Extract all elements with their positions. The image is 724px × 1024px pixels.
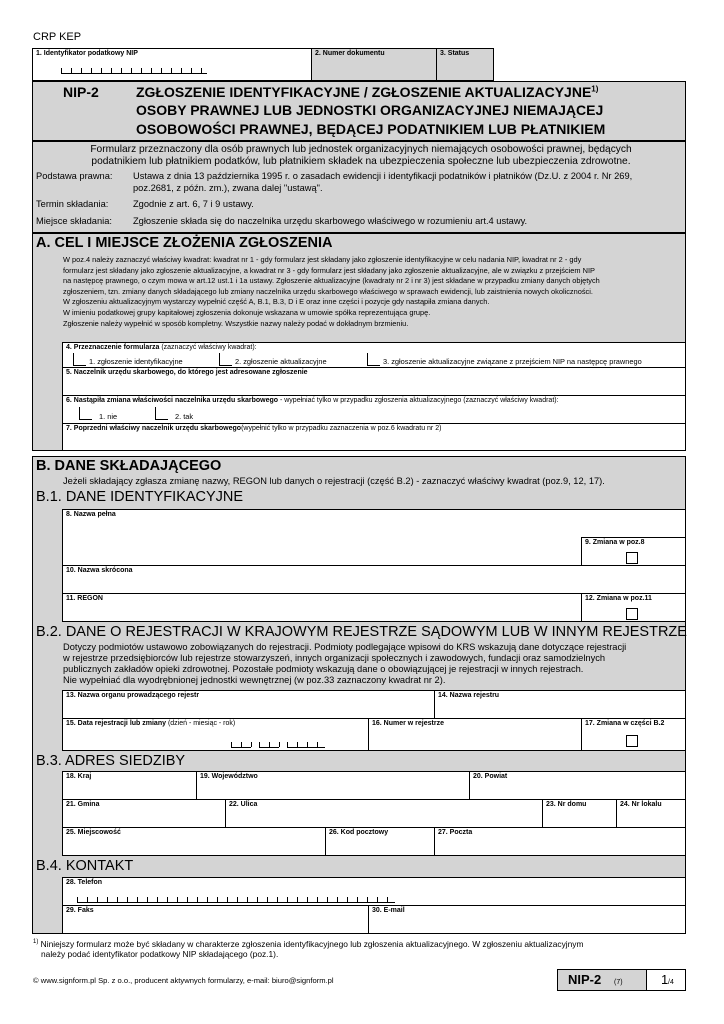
- purpose-option-2-label: 2. zgłoszenie aktualizacyjne: [235, 357, 327, 366]
- field-3-label: 3. Status: [440, 50, 470, 57]
- field-17-b2-change: [581, 718, 686, 751]
- field-15-hint: (dzień - miesiąc - rok): [166, 720, 236, 727]
- field-15-label: [66, 720, 235, 727]
- field-28-label: 28. Telefon: [66, 879, 103, 886]
- field-6-label: [66, 397, 559, 404]
- field-12-label: 12. Zmiana w poz.11: [585, 595, 652, 602]
- tick-mark: [121, 68, 122, 73]
- field-26-postal-code[interactable]: [325, 827, 435, 856]
- form-title-line2: OSOBY PRAWNEJ LUB JEDNOSTKI ORGANIZACYJNEJ NIEMAJĄCEJ: [136, 102, 604, 118]
- field-4-purpose: [62, 342, 686, 368]
- tick-mark: [287, 742, 288, 747]
- instruction-line: W zgłoszeniu aktualizacyjnym wystarczy wypełnić część A, B.1, B.3, D i E oraz inne części i pozycje gdy nastąpiła zmiana danych.: [63, 297, 490, 307]
- footer-version: (7): [614, 979, 623, 986]
- tick-mark: [107, 897, 108, 902]
- field-8-label: 8. Nazwa pełna: [66, 511, 116, 518]
- field-19-label: 19. Województwo: [200, 773, 258, 780]
- term-label: Termin składania:: [36, 199, 109, 209]
- intro-line1: Formularz przeznaczony dla osób prawnych lub jednostek organizacyjnych niemających osobowości prawnej, będących: [90, 144, 632, 155]
- field-25-label: 25. Miejscowość: [66, 829, 121, 836]
- tick-mark: [71, 68, 72, 73]
- field-7-label-text: 7. Poprzedni właściwy naczelnik urzędu skarbowego: [66, 425, 242, 432]
- tick-mark: [147, 897, 148, 902]
- footer-form-code-box: [557, 969, 647, 991]
- field-23-house-number[interactable]: [542, 799, 617, 828]
- document-number-field: [311, 49, 436, 80]
- section-a-instructions: [63, 255, 683, 329]
- field-20-label: 20. Powiat: [473, 773, 508, 780]
- section-a: [32, 233, 686, 451]
- b2-text-line: Nie wypełniać dla wyodrębnionej jednostki wewnętrznej (w poz.33 zaznaczony kwadrat nr 2).: [63, 675, 446, 685]
- field-11-label: 11. REGON: [66, 595, 103, 602]
- copyright: © www.signform.pl Sp. z o.o., producent aktywnych formularzy, e-mail: biuro@signform.pl: [33, 976, 334, 985]
- nip-ticks: [61, 69, 207, 74]
- header-box: [32, 48, 494, 81]
- office-change-no-label: 1. nie: [99, 412, 118, 421]
- field-6-office-change: [62, 395, 686, 424]
- section-b-title: B. DANE SKŁADAJĄCEGO: [36, 458, 222, 474]
- tick-mark: [101, 68, 102, 73]
- tick-mark: [279, 742, 280, 747]
- tick-mark: [241, 742, 242, 747]
- phone-ticks: [77, 898, 395, 903]
- purpose-option-3-label: 3. zgłoszenie aktualizacyjne związane z przejściem NIP na następcę prawnego: [383, 357, 642, 366]
- tick-mark: [201, 68, 202, 73]
- form-code: NIP-2: [63, 84, 99, 100]
- instruction-line: formularz jest składany jako zgłoszenie aktualizacyjne, a kwadrat nr 3 - gdy formularz jest składany jako zgłoszenie aktualizacyjne, ale w związku z przejściem NIP: [63, 265, 595, 275]
- tick-mark: [251, 742, 252, 747]
- field-5-tax-office[interactable]: [62, 367, 686, 396]
- purpose-option-1-checkbox[interactable]: [73, 353, 86, 366]
- tick-mark: [217, 897, 218, 902]
- tick-mark: [171, 68, 172, 73]
- instruction-line: Zgłoszenie należy wypełnić w sposób kompletny. Wszystkie nazwy należy podać w dokładnym brzmieniu.: [63, 318, 409, 328]
- tick-mark: [207, 897, 208, 902]
- tick-mark: [141, 68, 142, 73]
- field-20-county[interactable]: [469, 771, 686, 800]
- tick-mark: [287, 897, 288, 902]
- tick-mark: [367, 897, 368, 902]
- tick-mark: [87, 897, 88, 902]
- place-label: Miejsce składania:: [36, 216, 112, 226]
- tick-mark: [161, 68, 162, 73]
- page-number: 1: [661, 972, 669, 987]
- place-text: Zgłoszenie składa się do naczelnika urzędu skarbowego właściwego w rozumieniu art.4 ustawy.: [133, 216, 528, 226]
- tick-mark: [377, 897, 378, 902]
- tick-mark: [97, 897, 98, 902]
- title-text-1: ZGŁOSZENIE IDENTYFIKACYJNE / ZGŁOSZENIE AKTUALIZACYJNE: [136, 84, 592, 100]
- field-9-name-change: [581, 537, 686, 566]
- field-10-short-name[interactable]: [62, 565, 686, 594]
- footnote-line2: należy podać identyfikator podatkowy NIP składającego (poz.1).: [41, 949, 279, 959]
- title-footnote-mark: 1): [591, 84, 599, 94]
- field-18-label: 18. Kraj: [66, 773, 92, 780]
- field-7-hint: (wypełnić tylko w przypadku zaznaczenia w poz.6 kwadratu nr 2): [241, 425, 442, 432]
- tick-mark: [77, 897, 78, 902]
- tick-mark: [117, 897, 118, 902]
- field-4-label: [66, 344, 257, 351]
- tick-mark: [357, 897, 358, 902]
- tick-mark: [307, 742, 308, 747]
- tick-mark: [347, 897, 348, 902]
- instruction-line: W poz.4 należy zaznaczyć właściwy kwadrat: kwadrat nr 1 - gdy formularz jest składany jako zgłoszenie identyfikacyjne w celu nadania NIP, kwadrat nr 2 - gdy: [63, 255, 582, 264]
- tick-mark: [267, 897, 268, 902]
- field-30-email[interactable]: [368, 905, 686, 934]
- b2-title: B.2. DANE O REJESTRACJI W KRAJOWYM REJESTRZE SĄDOWYM LUB W INNYM REJESTRZE: [36, 624, 687, 640]
- field-6-hint: - wypełniać tylko w przypadku zgłoszenia aktualizacyjnego (zaznaczyć właściwy kwadrat):: [278, 397, 559, 404]
- basis-text2: poz.2681, z późn. zm.), zwana dalej "ustawą".: [133, 183, 323, 193]
- field-24-label: 24. Nr lokalu: [620, 801, 662, 808]
- field-15-registration-date[interactable]: [62, 718, 369, 751]
- term-text: Zgodnie z art. 6, 7 i 9 ustawy.: [133, 199, 254, 209]
- tick-mark: [269, 742, 270, 747]
- section-a-title: A. CEL I MIEJSCE ZŁOŻENIA ZGŁOSZENIA: [36, 235, 333, 251]
- field-22-street[interactable]: [225, 799, 543, 828]
- title-box: [32, 81, 686, 141]
- field-4-hint: (zaznaczyć właściwy kwadrat):: [161, 344, 257, 351]
- field-26-label: 26. Kod pocztowy: [329, 829, 389, 836]
- footer-form-code: NIP-2: [568, 972, 602, 987]
- field-10-label: 10. Nazwa skrócona: [66, 567, 133, 574]
- footnote: [33, 937, 583, 950]
- field-13-label: 13. Nazwa organu prowadzącego rejestr: [66, 692, 200, 699]
- b2-change-checkbox[interactable]: [626, 735, 638, 747]
- tick-mark: [259, 742, 260, 747]
- form-title-line1: [136, 84, 598, 100]
- tick-mark: [297, 897, 298, 902]
- tick-mark: [111, 68, 112, 73]
- field-23-label: 23. Nr domu: [546, 801, 587, 808]
- status-field: [436, 49, 494, 80]
- field-21-label: 21. Gmina: [66, 801, 100, 808]
- purpose-option-3-checkbox[interactable]: [367, 353, 380, 366]
- tick-mark: [157, 897, 158, 902]
- field-2-label: 2. Numer dokumentu: [315, 50, 385, 57]
- instruction-line: na następcę prawnego, o czym mowa w art.12 ust.1 i 1a ustawy. Zgłoszenie aktualizacyjne (kwadraty nr 2 i nr 3) jest składane w przypadku zmiany danych objętych: [63, 276, 600, 286]
- office-change-yes-checkbox[interactable]: [155, 407, 168, 420]
- tick-mark: [191, 68, 192, 73]
- field-6-label-text: 6. Nastąpiła zmiana właściwości naczelnika urzędu skarbowego: [66, 397, 279, 404]
- field-12-regon-change: [581, 593, 686, 622]
- field-19-voivodeship[interactable]: [196, 771, 470, 800]
- field-29-fax[interactable]: [62, 905, 369, 934]
- field-22-label: 22. Ulica: [229, 801, 258, 808]
- section-b-text: Jeżeli składający zgłasza zmianę nazwy, REGON lub danych o rejestracji (część B.2) - zaznaczyć właściwy kwadrat (poz.9, 12, 17).: [63, 476, 605, 486]
- b2-text-line: publicznych zakładów opieki zdrowotnej. Pozostałe podmioty wskazują dane o obowiązującej je rejestracji w innych rejestrach.: [63, 664, 584, 674]
- date-year-ticks: [287, 743, 325, 748]
- footnote-line1: Niniejszy formularz może być składany w charakterze zgłoszenia identyfikacyjnego lub zgłoszenia aktualizacyjnego. W zgłoszeniu aktualizacyjnym: [40, 938, 584, 949]
- tick-mark: [81, 68, 82, 73]
- field-14-register-name[interactable]: [434, 690, 686, 719]
- tick-mark: [317, 742, 318, 747]
- field-27-post-office[interactable]: [434, 827, 686, 856]
- form-title-line3: OSOBOWOŚCI PRAWNEJ, BĘDĄCEJ PODATNIKIEM LUB PŁATNIKIEM: [136, 121, 606, 137]
- purpose-option-1-label: 1. zgłoszenie identyfikacyjne: [89, 357, 183, 366]
- field-30-label: 30. E-mail: [372, 907, 405, 914]
- tick-mark: [61, 68, 62, 73]
- field-16-register-number[interactable]: [368, 718, 582, 751]
- tick-mark: [317, 897, 318, 902]
- field-21-commune[interactable]: [62, 799, 226, 828]
- intro-line2: podatnikiem lub płatnikiem podatków, lub płatnikiem składek na ubezpieczenia społeczne lub ubezpieczenia zdrowotne.: [91, 156, 631, 167]
- basis-text1: Ustawa z dnia 13 października 1995 r. o zasadach ewidencji i identyfikacji podatników i płatników (Dz.U. z 2004 r. Nr 269,: [133, 171, 633, 181]
- tick-mark: [257, 897, 258, 902]
- tick-mark: [387, 897, 388, 902]
- field-5-label: 5. Naczelnik urzędu skarbowego, do którego jest adresowane zgłoszenie: [66, 369, 308, 376]
- tick-mark: [327, 897, 328, 902]
- tick-mark: [91, 68, 92, 73]
- tick-mark: [337, 897, 338, 902]
- field-27-label: 27. Poczta: [438, 829, 473, 836]
- field-14-label: 14. Nazwa rejestru: [438, 692, 500, 699]
- field-29-label: 29. Faks: [66, 907, 94, 914]
- field-17-label: 17. Zmiana w części B.2: [585, 720, 665, 727]
- tick-mark: [127, 897, 128, 902]
- name-change-checkbox[interactable]: [626, 552, 638, 564]
- field-16-label: 16. Numer w rejestrze: [372, 720, 444, 727]
- tick-mark: [307, 897, 308, 902]
- field-24-apartment-number[interactable]: [616, 799, 686, 828]
- b1-title: B.1. DANE IDENTYFIKACYJNE: [36, 489, 244, 505]
- field-15-label-text: 15. Data rejestracji lub zmiany: [66, 720, 166, 727]
- office-change-no-checkbox[interactable]: [79, 407, 92, 420]
- field-7-label: [66, 425, 441, 432]
- tick-mark: [151, 68, 152, 73]
- instruction-line: zgłoszeniem, tzn. zmiany danych składającego lub zmiany naczelnika urzędu skarbowego właściwego w sprawach ewidencji, lub zaistnienia nowych okoliczności.: [63, 286, 593, 296]
- tick-mark: [177, 897, 178, 902]
- crp-kep-label: CRP KEP: [33, 31, 82, 43]
- tick-mark: [187, 897, 188, 902]
- field-25-city[interactable]: [62, 827, 326, 856]
- tick-mark: [131, 68, 132, 73]
- field-1-label: 1. Identyfikator podatkowy NIP: [36, 50, 138, 57]
- tick-mark: [247, 897, 248, 902]
- page-total: /4: [668, 979, 674, 986]
- b2-text-line: Dotyczy podmiotów ustawowo zobowiązanych do rejestracji. Podmioty podlegające wpisowi do KRS wskazują dane dotyczące rejestracji: [63, 642, 627, 652]
- section-b: [32, 456, 686, 934]
- field-4-label-text: 4. Przeznaczenie formularza: [66, 344, 160, 351]
- field-18-country[interactable]: [62, 771, 197, 800]
- tick-mark: [227, 897, 228, 902]
- office-change-yes-label: 2. tak: [175, 412, 194, 421]
- tick-mark: [237, 897, 238, 902]
- tick-mark: [181, 68, 182, 73]
- tick-mark: [231, 742, 232, 747]
- field-9-label: 9. Zmiana w poz.8: [585, 539, 645, 546]
- field-11-regon[interactable]: [62, 593, 582, 622]
- regon-change-checkbox[interactable]: [626, 608, 638, 620]
- date-month-ticks: [259, 743, 279, 748]
- tick-mark: [277, 897, 278, 902]
- instruction-line: W imieniu podatkowej grupy kapitałowej zgłoszenia dokonuje wskazana w umowie spółka reprezentująca grupę.: [63, 307, 431, 317]
- b2-text-line: w rejestrze przedsiębiorców lub rejestrze stowarzyszeń, innych organizacji społecznych i zawodowych, fundacji oraz samodzielnych: [63, 653, 606, 663]
- b4-title: B.4. KONTAKT: [36, 858, 134, 874]
- tick-mark: [297, 742, 298, 747]
- date-day-ticks: [231, 743, 251, 748]
- b2-text: [63, 642, 626, 686]
- field-13-register-authority[interactable]: [62, 690, 435, 719]
- field-7-previous-office[interactable]: [62, 423, 686, 451]
- footnote-mark: 1): [33, 939, 39, 945]
- nip-field[interactable]: [33, 49, 311, 80]
- footer-page-box: [646, 969, 686, 991]
- purpose-option-2-checkbox[interactable]: [219, 353, 232, 366]
- tick-mark: [167, 897, 168, 902]
- tick-mark: [197, 897, 198, 902]
- b3-title: B.3. ADRES SIEDZIBY: [36, 753, 186, 769]
- intro-box: [32, 141, 686, 233]
- field-28-phone[interactable]: [62, 877, 686, 906]
- tick-mark: [137, 897, 138, 902]
- basis-label: Podstawa prawna:: [36, 171, 113, 181]
